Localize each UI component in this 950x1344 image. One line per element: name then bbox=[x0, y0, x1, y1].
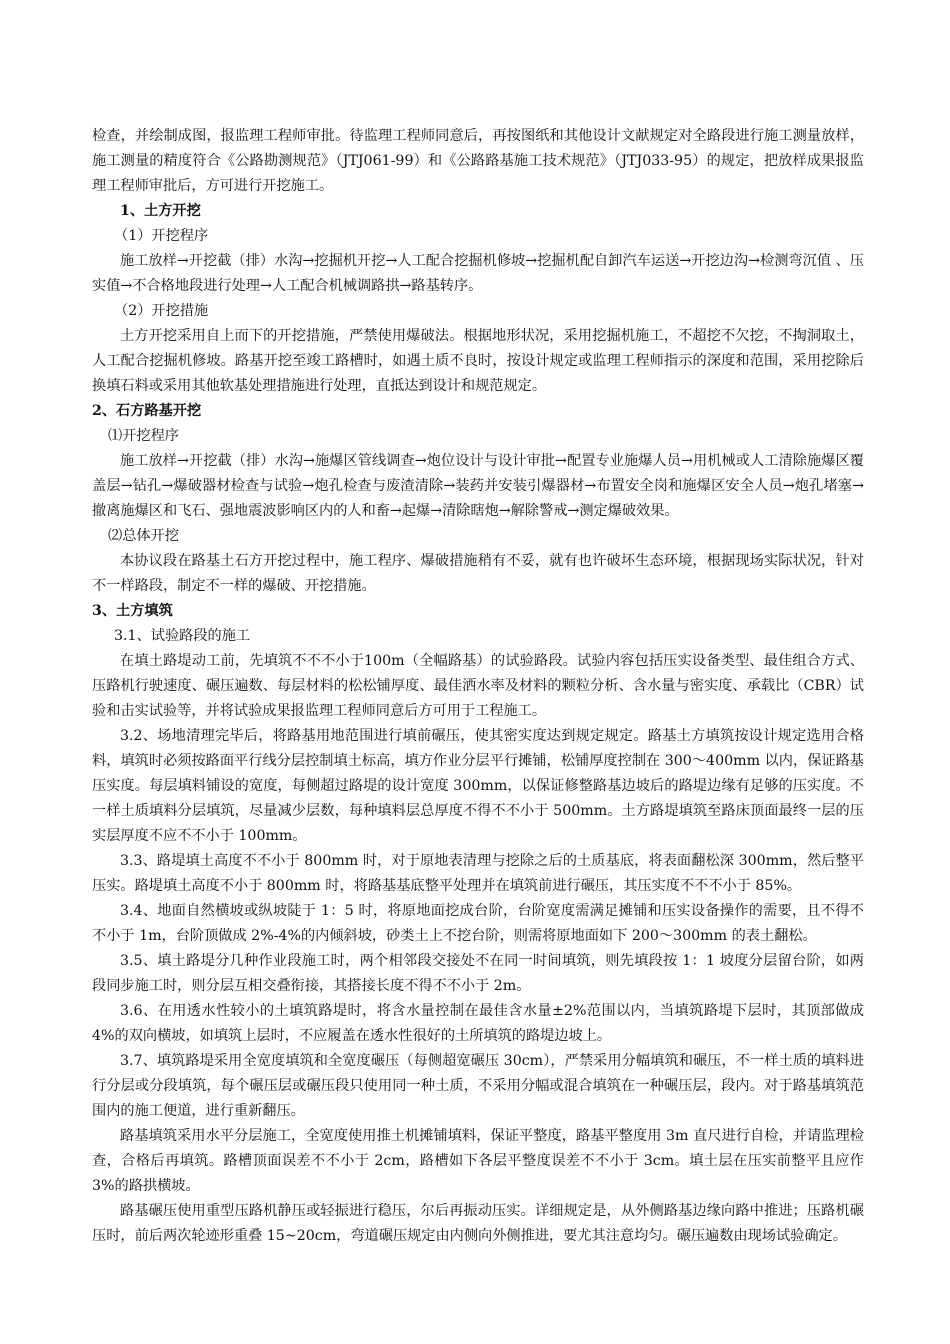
paragraph-3-6: 3.6、在用透水性较小的土填筑路堤时，将含水量控制在最佳含水量±2%范围以内，当填筑路堤下层时，其顶部做成 4%的双向横坡，如填筑上层时，不应履盖在透水性很好的土所填筑的路堤边坡上。 bbox=[92, 1003, 864, 1044]
paragraph-3-7: 3.7、填筑路堤采用全宽度填筑和全宽度碾压（每侧超宽碾压 30cm），严禁采用分幅填筑和碾压，不一样土质的填料进行分层或分段填筑，每个碾压层或碾压段只使用同一种土质，不采用分幅或混合填筑在一种碾压层，段内。对于路基填筑范围内的施工便道，进行重新翻压。 bbox=[92, 1053, 864, 1119]
paragraph-excavation-measures: 土方开挖采用自上而下的开挖措施，严禁使用爆破法。根据地形状况，采用挖掘机施工，不超挖不欠挖，不掏洞取土，人工配合挖掘机修坡。路基开挖至竣工路槽时，如遇土质不良时，按设计规定或监理工程师指示的深度和范围，采用挖除后换填石料或采用其他软基处理措施进行处理，直抵达到设计和规范规定。 bbox=[92, 328, 864, 394]
intro-paragraph: 检查，并绘制成图，报监理工程师审批。待监理工程师同意后，再按图纸和其他设计文献规定对全路段进行施工测量放样，施工测量的精度符合《公路勘测规范》（JTJ061-99）和《公路路基施工技术规范》（JTJ033-95）的规定，把放样成果报监理工程师审批后，方可进行开挖施工。 bbox=[92, 128, 864, 194]
paragraph-trial-section: 在填土路堤动工前，先填筑不不不小于100m（全幅路基）的试验路段。试验内容包括压实设备类型、最佳组合方式、压路机行驶速度、碾压遍数、每层材料的松松铺厚度、最佳洒水率及材料的颗粒分析、含水量与密实度、承载比（CBR）试验和击实试验等，并将试验成果报监理工程师同意后方可用于工程施工。 bbox=[92, 653, 864, 719]
paragraph-3-5: 3.5、填土路堤分几种作业段施工时，两个相邻段交接处不在同一时间填筑，则先填段按 1：1 坡度分层留台阶，如两段同步施工时，则分层互相交叠衔接，其搭接长度不得不不小于 2m。 bbox=[92, 953, 864, 994]
subheading-rock-procedure: ⑴开挖程序 bbox=[108, 428, 179, 444]
subheading-overall-excavation: ⑵总体开挖 bbox=[108, 528, 179, 544]
subheading-excavation-procedure: （1）开挖程序 bbox=[114, 228, 209, 244]
paragraph-rock-procedure: 施工放样→开挖截（排）水沟→施爆区管线调查→炮位设计与设计审批→配置专业施爆人员→用机械或人工清除施爆区覆盖层→钻孔→爆破器材检查与试验→炮孔检查与废渣清除→装药并安装引爆器材→布置安全岗和施爆区安全人员→炮孔堵塞→撤离施爆区和飞石、强地震波影响区内的人和畜→起爆→清除瞎炮→解除警戒→测定爆破效果。 bbox=[92, 453, 864, 519]
paragraph-excavation-procedure: 施工放样→开挖截（排）水沟→挖掘机开挖→人工配合挖掘机修坡→挖掘机配自卸汽车运送→开挖边沟→检测弯沉值 、压实值→不合格地段进行处理→人工配合机械调路拱→路基转序。 bbox=[92, 253, 864, 294]
subheading-excavation-measures: （2）开挖措施 bbox=[114, 303, 209, 319]
paragraph-3-4: 3.4、地面自然横坡或纵坡陡于 1：5 时，将原地面挖成台阶，台阶宽度需满足摊铺和压实设备操作的需要，且不得不不小于 1m，台阶顶做成 2%-4%的内倾斜坡，砂类土上不挖台阶，则需将原地面如下 200～300mm 的表土翻松。 bbox=[92, 903, 864, 944]
paragraph-compaction: 路基碾压使用重型压路机静压或轻振进行稳压，尔后再振动压实。详细规定是，从外侧路基边缘向路中推进；压路机碾压时，前后两次轮迹形重叠 15~20cm，弯道碾压规定由内侧向外侧推进，要尤其注意均匀。碾压遍数由现场试验确定。 bbox=[92, 1203, 864, 1244]
paragraph-3-2: 3.2、场地清理完毕后，将路基用地范围进行填前碾压，使其密实度达到规定规定。路基土方填筑按设计规定选用合格料，填筑时必须按路面平行线分层控制填土标高，填方作业分层平行摊铺，松铺厚度控制在 300～400mm 以内，保证路基压实度。每层填料铺设的宽度，每侧超过路堤的设计宽度 300mm，以保证修整路基边坡后的路堤边缘有足够的压实度。不一样土质填料分层填筑，尽量减少层数，每种填料层总厚度不得不不小于 500mm。土方路堤填筑至路床顶面最终一层的压实层厚度不应不不小于 100mm。 bbox=[92, 728, 864, 844]
paragraph-3-3: 3.3、路堤填土高度不不小于 800mm 时，对于原地表清理与挖除之后的土质基底，将表面翻松深 300mm，然后整平压实。路堤填土高度不小于 800mm 时，将路基基底整平处理并在填筑前进行碾压，其压实度不不不小于 85%。 bbox=[92, 853, 864, 894]
section-heading-rock-excavation: 2、石方路基开挖 bbox=[92, 403, 202, 419]
subheading-trial-section: 3.1、试验路段的施工 bbox=[114, 628, 251, 644]
section-heading-earth-fill: 3、土方填筑 bbox=[92, 603, 173, 619]
paragraph-overall-excavation: 本协议段在路基土石方开挖过程中，施工程序、爆破措施稍有不妥，就有也许破坏生态环境，根据现场实际状况，针对不一样路段，制定不一样的爆破、开挖措施。 bbox=[92, 553, 864, 594]
paragraph-layered-fill: 路基填筑采用水平分层施工，全宽度使用推土机摊铺填料，保证平整度，路基平整度用 3m 直尺进行自检，并请监理检查，合格后再填筑。路槽顶面误差不不小于 2cm，路槽如下各层平整度误差不不小于 3cm。填土层在压实前整平且应作 3%的路拱横坡。 bbox=[92, 1128, 864, 1194]
section-heading-earthwork-excavation: 1、土方开挖 bbox=[120, 203, 201, 219]
